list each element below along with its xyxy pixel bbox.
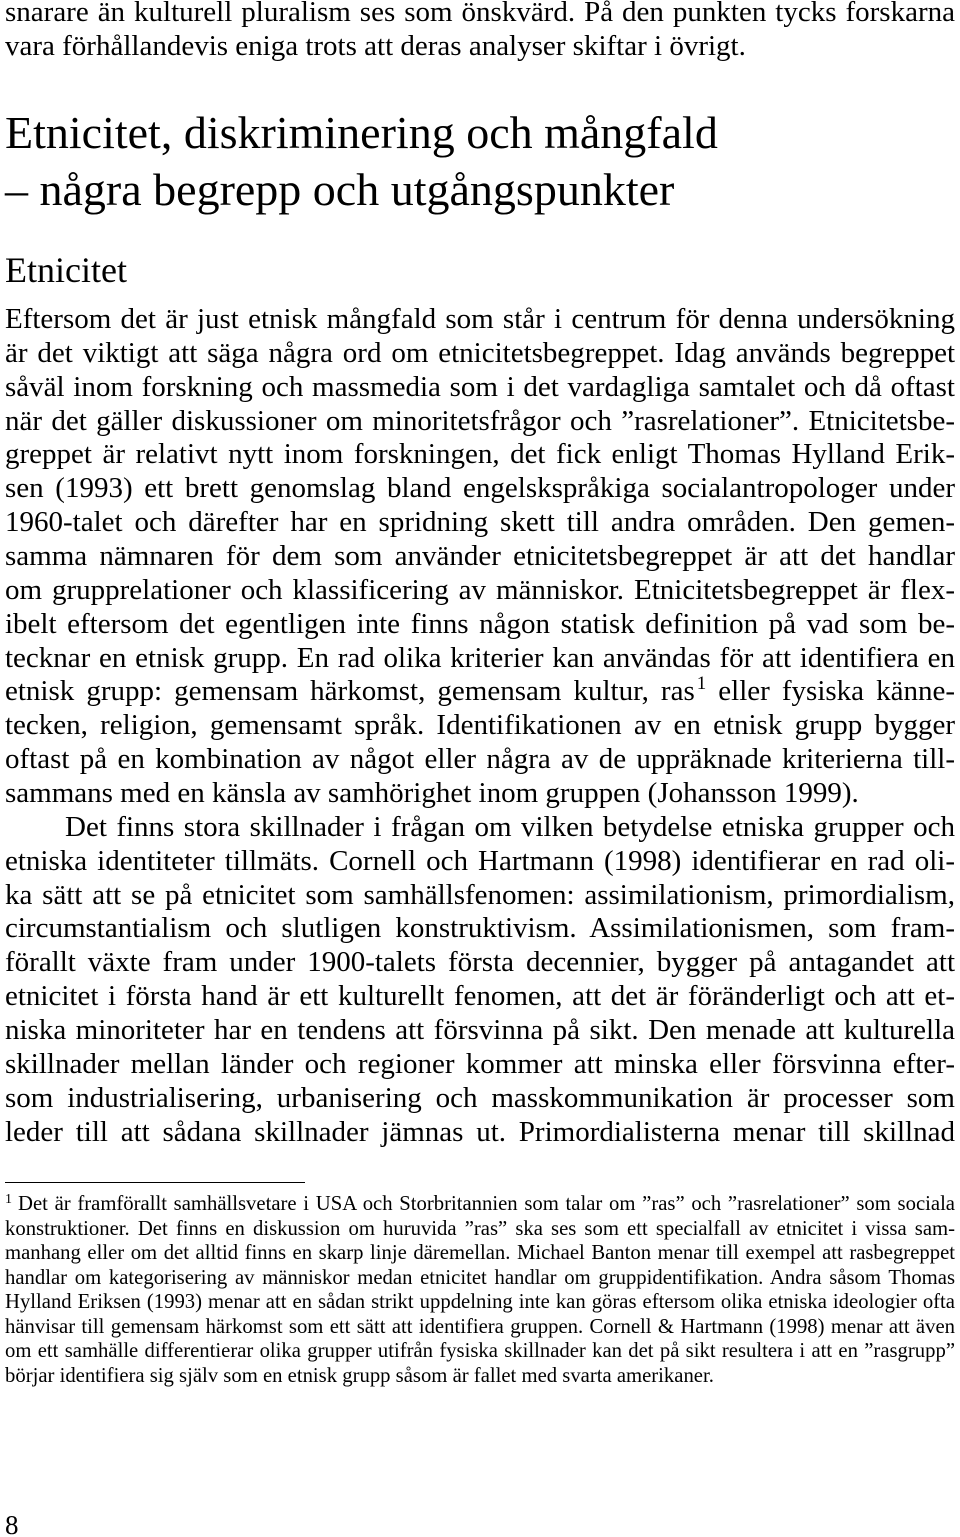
footnote-marker: 1 [5, 1192, 12, 1207]
page-number: 8 [5, 1510, 19, 1537]
footnote-line: Hylland Eriksen (1993) menar att en sådan strikt uppdelning inte kan göras eftersom olika etniska ideologier ofta [5, 1291, 955, 1313]
body-text-line: oftast på en kombination av något eller några av de uppräknade kriterierna till- [5, 743, 955, 776]
footnote-line: om ett samhälle differentierar olika grupper utifrån fysiska skillnader kan det på sikt resultera i att en ”rasgrupp” [5, 1340, 955, 1362]
body-text-line: skillnader mellan länder och regioner kommer att minska eller försvinna efter- [5, 1047, 955, 1080]
body-text-line: Eftersom det är just etnisk mångfald som står i centrum för denna undersökning [5, 303, 955, 335]
body-text-line: är det viktigt att säga några ord om etnicitetsbegreppet. Idag används begreppet [5, 336, 955, 369]
chapter-title-line: Etnicitet, diskriminering och mångfald [5, 107, 718, 158]
line-text-segment: etnisk grupp: gemensam härkomst, gemensam kultur, ras [5, 675, 695, 708]
body-text-line: förallt växte fram under 1900-talets första decennier, bygger på antagandet att [5, 946, 955, 979]
chapter-subtitle-line: – några begrepp och utgångspunkter [5, 164, 675, 215]
body-text-line: greppet är relativt nytt inom forskningen, det fick enligt Thomas Hylland Erik- [5, 438, 955, 471]
body-text-line: samma nämnaren för dem som använder etnicitetsbegreppet är att det handlar [5, 540, 955, 573]
body-text-line: Det finns stora skillnader i frågan om vilken betydelse etniska grupper och [65, 810, 955, 843]
body-text-line: sammans med en känsla av samhörighet inom gruppen (Johansson 1999). [5, 777, 859, 810]
body-text-line: ka sätt att se på etnicitet som samhällsfenomen: assimilationism, primordialism, [5, 878, 955, 911]
body-text-line: som industrialisering, urbanisering och masskommunikation är processer som [5, 1081, 955, 1114]
body-text [5, 303, 955, 1149]
body-text-line: etnicitet i första hand är ett kulturellt fenomen, att det är föränderligt och att et- [5, 980, 955, 1013]
body-text-line [5, 675, 955, 709]
chapter-title [5, 107, 955, 215]
body-text-line: 1960-talet och därefter har en spridning skett till andra områden. Den gemen- [5, 506, 955, 539]
body-text-line: när det gäller diskussioner om minoritetsfrågor och ”rasrelationer”. Etnicitetsbe- [5, 404, 955, 437]
body-text-line: såväl inom forskning och massmedia som i det vardagliga samtalet och då oftast [5, 370, 955, 403]
body-text-line: sen (1993) ett brett genomslag bland engelskspråkiga socialantropologer under [5, 472, 955, 505]
footnote-reference: 1 [696, 673, 707, 695]
paragraph [5, 303, 955, 811]
body-text-line: niska minoriteter har en tendens att försvinna på sikt. Den menade att kulturella [5, 1014, 955, 1047]
footnote-line [5, 1192, 955, 1217]
body-text-line: tecken, religion, gemensamt språk. Identifikationen av en etnisk grupp bygger [5, 709, 955, 742]
footnote-text: Det är framförallt samhällsvetare i USA och Storbritannien som talar om ”ras” och ”rasrelationer” som sociala [18, 1193, 955, 1215]
body-text-line: leder till att sådana skillnader jämnas ut. Primordialisterna menar till skillnad [5, 1115, 955, 1148]
footnote-separator [5, 1182, 305, 1183]
footnote-line: börjar identifiera sig själv som en etnisk grupp såsom är fallet med svarta amerikaner. [5, 1364, 714, 1387]
footnote [5, 1192, 955, 1388]
body-text-line: tecknar en etnisk grupp. En rad olika kriterier kan användas för att identifiera en [5, 641, 955, 674]
line-text-segment: eller fysiska känne- [706, 675, 955, 708]
section-heading: Etnicitet [5, 250, 127, 290]
body-text-line: ibelt eftersom det egentligen inte finns någon statisk definition på vad som be- [5, 607, 955, 640]
footnote-line: manhang eller om det alltid finns en skarp linje däremellan. Michael Banton menar till exempel att rasbegreppet [5, 1242, 955, 1264]
carryover-text-line: snarare än kulturell pluralism ses som önskvärd. På den punkten tycks forskarna [5, 0, 955, 28]
body-text-line: circumstantialism och slutligen konstruktivism. Assimilationismen, som fram- [5, 912, 955, 945]
paragraph [5, 811, 955, 1150]
footnote-line: konstruktioner. Det finns en diskussion om huruvida ”ras” ska ses som ett specialfall av etnicitet i vissa sam- [5, 1217, 955, 1240]
carryover-text-line: vara förhållandevis eniga trots att deras analyser skiftar i övrigt. [5, 29, 746, 62]
body-text-line: etniska identiteter tillmäts. Cornell och Hartmann (1998) identifierar en rad oli- [5, 844, 955, 877]
footnote-line: handlar om kategorisering av människor medan etnicitet handlar om gruppidentifikation. Andra såsom Thomas [5, 1266, 955, 1289]
footnote-line: hänvisar till gemensam härkomst som ett sätt att identifiera gruppen. Cornell & Hartmann (1998) menar att även [5, 1315, 955, 1338]
carryover-paragraph [5, 0, 955, 62]
body-text-line: om grupprelationer och klassificering av människor. Etnicitetsbegreppet är flex- [5, 573, 955, 606]
